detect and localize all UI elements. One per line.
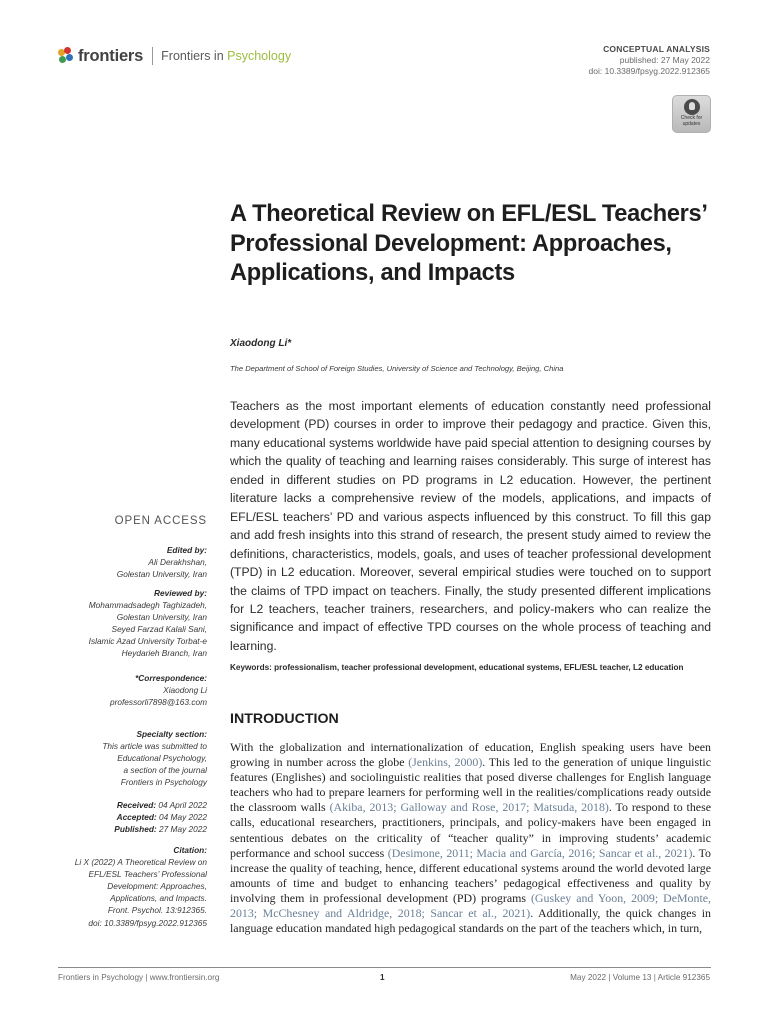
page-number: 1 [380,973,385,982]
author-name[interactable]: Xiaodong Li* [230,338,292,349]
open-access-label: OPEN ACCESS [114,515,207,527]
header-divider [152,47,153,65]
correspondence-email[interactable]: professorli7898@163.com [110,697,207,708]
abstract: Teachers as the most important elements of education constantly need professional development (PD) courses in order to improve their pedagogy and practice. Given this, many educational systems worldwide have paid special attention to designing courses by which the quality of teaching and learning raises considerably. This surge of interest has ended in different studies on PD programs in L2 education. However, the pertinent literature lacks a comprehensive review of the models, applications, and impacts of EFL/ESL teachers’ PD and various aspects influenced by this construct. To fill this gap and add fresh insights into this strand of research, the present study aimed to review the definitions, characteristics, models, goals, and uses of teacher professional development (TPD) in L2 education. Moreover, several empirical studies were touched on to support the claims of TPD impact on teachers. Finally, the study presented different implications for L2 teachers, teacher trainers, researchers, and policy-makers who can realize the significance and impact of effective TPD courses on the whole process of teaching and learning. [230,399,711,653]
footer-divider [58,967,711,968]
check-for-updates-button[interactable] [672,95,711,133]
introduction-text: With the globalization and internationalization of education, English speaking users have been growing in number across the globe (Jenkins, 2000). This led to the generation of unique linguistic features (Englishes) and sociolinguistic realities that posed diverse challenges for English language teachers who had to prepare learners for performing well in the realities/complications ready outside the classroom walls (Akiba, 2013; Galloway and Rose, 2017; Matsuda, 2018). To respond to these calls, educational researchers, practitioners, principals, and policy-makers have been engaged in sententious debates on the criticality of “teacher quality” in improving students’ academic performance and school success (Desimone, 2011; Macia and García, 2016; Sancar et al., 2021). To increase the quality of teaching, hence, different educational systems around the world devoted large amounts of time and budget to enhancing teachers’ pedagogical effectiveness and quality by involving them in professional development (PD) programs (Guskey and Yoon, 2009; DeMonte, 2013; McChesney and Aldridge, 2018; Sancar et al., 2021). Additionally, the quick changes in language education mandated high pedagogical standards on the part of the teachers which, in turn, [230,740,712,936]
article-meta [589,44,710,77]
author-affiliation: The Department of School of Foreign Studies, University of Science and Technology, Beijing, China [230,364,564,373]
citation-link[interactable]: (Desimone, 2011; Macia and García, 2016; Sancar et al., 2021) [387,845,693,860]
article-doi[interactable]: doi: 10.3389/fpsyg.2022.912365 [588,66,710,76]
brand-name: frontiers [78,46,144,65]
section-heading-introduction: INTRODUCTION [230,711,339,727]
keywords: Keywords: professionalism, teacher professional development, educational systems, EFL/ESL teacher, L2 education [230,663,684,672]
citation-block: Citation: Li X (2022) A Theoretical Review on EFL/ESL Teachers’ Professional Development: Approaches, Applications, and Impacts. Front. Psychol. 13:912365. doi: 10.3389/fpsyg.2022.912365 [27,844,207,929]
citation-link[interactable]: (Jenkins, 2000) [408,755,483,770]
article-title: A Theoretical Review on EFL/ESL Teachers’ Professional Development: Approaches, Applications, and Impacts [230,201,707,286]
frontiers-logo-icon [58,47,74,65]
edited-by-block: Edited by: Ali Derakhshan, Golestan University, Iran [116,545,207,580]
correspondence-block: *Correspondence: Xiaodong Li professorli7898@163.com [27,672,207,708]
published-date: published: 27 May 2022 [619,55,710,65]
article-type: CONCEPTUAL ANALYSIS [603,44,710,54]
check-updates-icon [684,99,700,115]
footer-journal-link[interactable]: Frontiers in Psychology | www.frontiersin.org [58,973,220,982]
reviewed-by-block: Reviewed by: Mohammadsadegh Taghizadeh, Golestan University, Iran Seyed Farzad Kalali Sani, Islamic Azad University Torbat-e Heydarieh Branch, Iran [88,588,207,659]
dates-block: Received: 04 April 2022 Accepted: 04 May 2022 Published: 27 May 2022 [114,800,207,835]
footer-issue-info: May 2022 | Volume 13 | Article 912365 [570,973,710,982]
citation-link[interactable]: (Guskey and Yoon, 2009; DeMonte, 2013; McChesney and Aldridge, 2018; Sancar et al., 2021) [230,890,712,921]
specialty-section-block: Specialty section: This article was submitted to Educational Psychology, a section of the journal Frontiers in Psychology [102,729,207,788]
citation-link[interactable]: (Akiba, 2013; Galloway and Rose, 2017; Matsuda, 2018) [329,800,609,815]
badge-line-2: updates [682,120,701,127]
frontiers-logo[interactable] [58,44,291,68]
badge-line-1: Check for [680,115,703,121]
citation-doi[interactable]: doi: 10.3389/fpsyg.2022.912365 [88,917,207,928]
journal-name: Frontiers in Psychology [161,49,292,63]
